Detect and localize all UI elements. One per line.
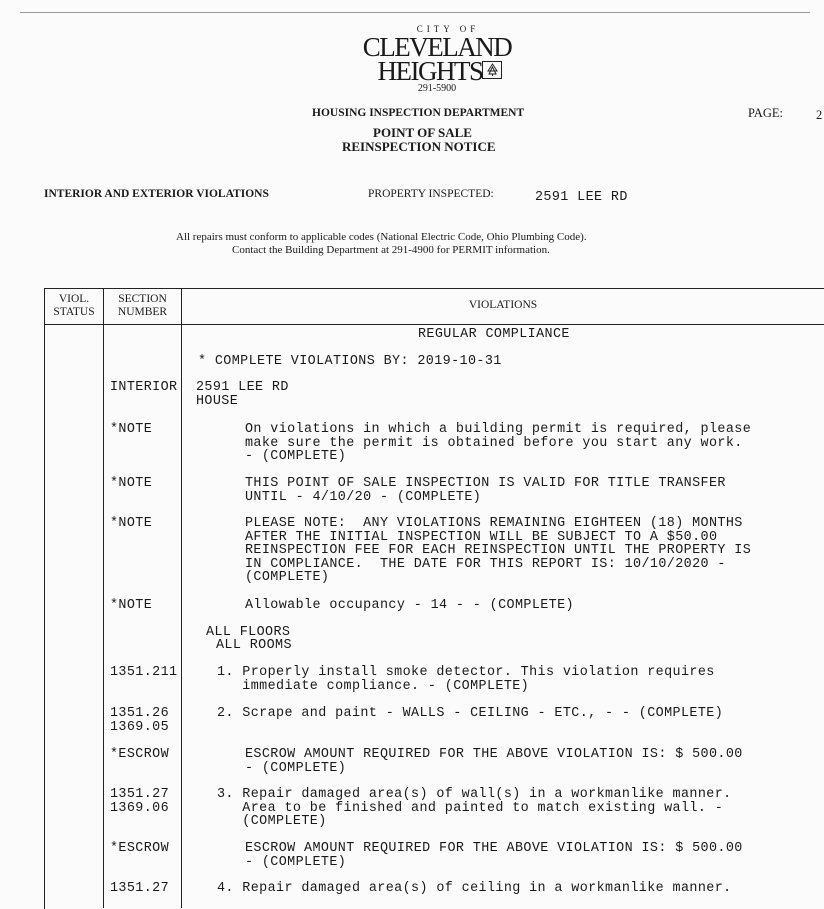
column-header-status-line2: STATUS: [53, 306, 95, 318]
entry-code: *NOTE: [110, 516, 153, 531]
notice-title-line2: REINSPECTION NOTICE: [342, 139, 496, 154]
complete-by-date: * COMPLETE VIOLATIONS BY: 2019-10-31: [198, 354, 502, 369]
entry-code: 1351.211: [110, 665, 178, 680]
entry-text: THIS POINT OF SALE INSPECTION IS VALID FOR TITLE TRANSFER UNTIL - 4/10/20 - (COMPLETE): [245, 476, 726, 505]
logo-phone: 291-5900: [417, 83, 457, 94]
entry-code: 1351.26 1369.05: [110, 706, 170, 735]
house-label: HOUSE: [196, 394, 239, 409]
entry-text: 2. Scrape and paint - WALLS - CEILING - ETC., - - (COMPLETE): [217, 706, 724, 721]
logo-heights: HEIGHTS: [377, 56, 483, 86]
all-floors: ALL FLOORS: [206, 625, 291, 640]
column-header-status: [45, 293, 103, 319]
entry-text: 3. Repair damaged area(s) of wall(s) in a workmanlike manner. Area to be finished and painted to match existing wall. - (COMPLETE): [217, 787, 732, 829]
section-heading: INTERIOR AND EXTERIOR VIOLATIONS: [44, 188, 269, 200]
column-header-section: [104, 293, 181, 319]
interior-label: INTERIOR: [110, 380, 178, 395]
tree-emblem-icon: [482, 61, 502, 79]
entry-text: ESCROW AMOUNT REQUIRED FOR THE ABOVE VIOLATION IS: $ 500.00 - (COMPLETE): [245, 747, 743, 776]
table-header-rule: [44, 324, 824, 325]
entry-code: *ESCROW: [110, 841, 170, 856]
all-rooms: ALL ROOMS: [216, 638, 292, 653]
column-header-status-line1: VIOL.: [58, 293, 90, 305]
codes-notice-line1: All repairs must conform to applicable codes (National Electric Code, Ohio Plumbing Code).: [176, 231, 587, 243]
column-header-violations: VIOLATIONS: [468, 299, 538, 311]
entry-code: *NOTE: [110, 422, 153, 437]
interior-address: 2591 LEE RD: [196, 380, 289, 395]
table-divider-status: [103, 288, 104, 908]
entry-text: Allowable occupancy - 14 - - (COMPLETE): [245, 598, 574, 613]
table-divider-section: [181, 288, 182, 908]
entry-text: ESCROW AMOUNT REQUIRED FOR THE ABOVE VIOLATION IS: $ 500.00 - (COMPLETE): [245, 841, 743, 870]
page-label: PAGE:: [748, 106, 783, 120]
city-logo: [352, 24, 532, 96]
entry-code: 1351.27 1369.06: [110, 787, 170, 816]
property-label: PROPERTY INSPECTED:: [368, 188, 494, 200]
regular-compliance: REGULAR COMPLIANCE: [418, 327, 570, 342]
entry-code: 1351.27: [110, 881, 170, 896]
entry-code: *NOTE: [110, 598, 153, 613]
top-edge-line: [20, 12, 810, 13]
entry-text: On violations in which a building permit is required, please make sure the permit is obtained before you start any work. - (COMPLETE): [245, 422, 752, 464]
entry-text: 1. Properly install smoke detector. This violation requires immediate compliance. - (COMPLETE): [217, 665, 715, 694]
department-title: HOUSING INSPECTION DEPARTMENT: [312, 107, 525, 119]
entry-code: *ESCROW: [110, 747, 170, 762]
entry-text: PLEASE NOTE: ANY VIOLATIONS REMAINING EIGHTEEN (18) MONTHS AFTER THE INITIAL INSPECTION WILL BE SUBJECT TO A $50.00 REINSPECTION FEE FOR EACH REINSPECTION UNTIL THE PROPERTY IS IN COMPLIANCE. THE DATE FOR THIS REPORT IS: 10/10/2020 - (COMPLETE): [245, 516, 752, 585]
column-header-section-line1: SECTION: [118, 293, 167, 305]
column-header-section-line2: NUMBER: [117, 306, 168, 318]
entry-code: *NOTE: [110, 476, 153, 491]
logo-cleveland: CLEVELAND: [362, 32, 512, 62]
page-number: 2: [816, 108, 823, 122]
property-address: 2591 LEE RD: [535, 190, 628, 205]
notice-title-line1: POINT OF SALE: [373, 125, 472, 140]
entry-text: 4. Repair damaged area(s) of ceiling in a workmanlike manner.: [217, 881, 732, 896]
logo-city-of: CITY OF: [416, 24, 480, 34]
codes-notice-line2: Contact the Building Department at 291-4900 for PERMIT information.: [232, 244, 550, 256]
